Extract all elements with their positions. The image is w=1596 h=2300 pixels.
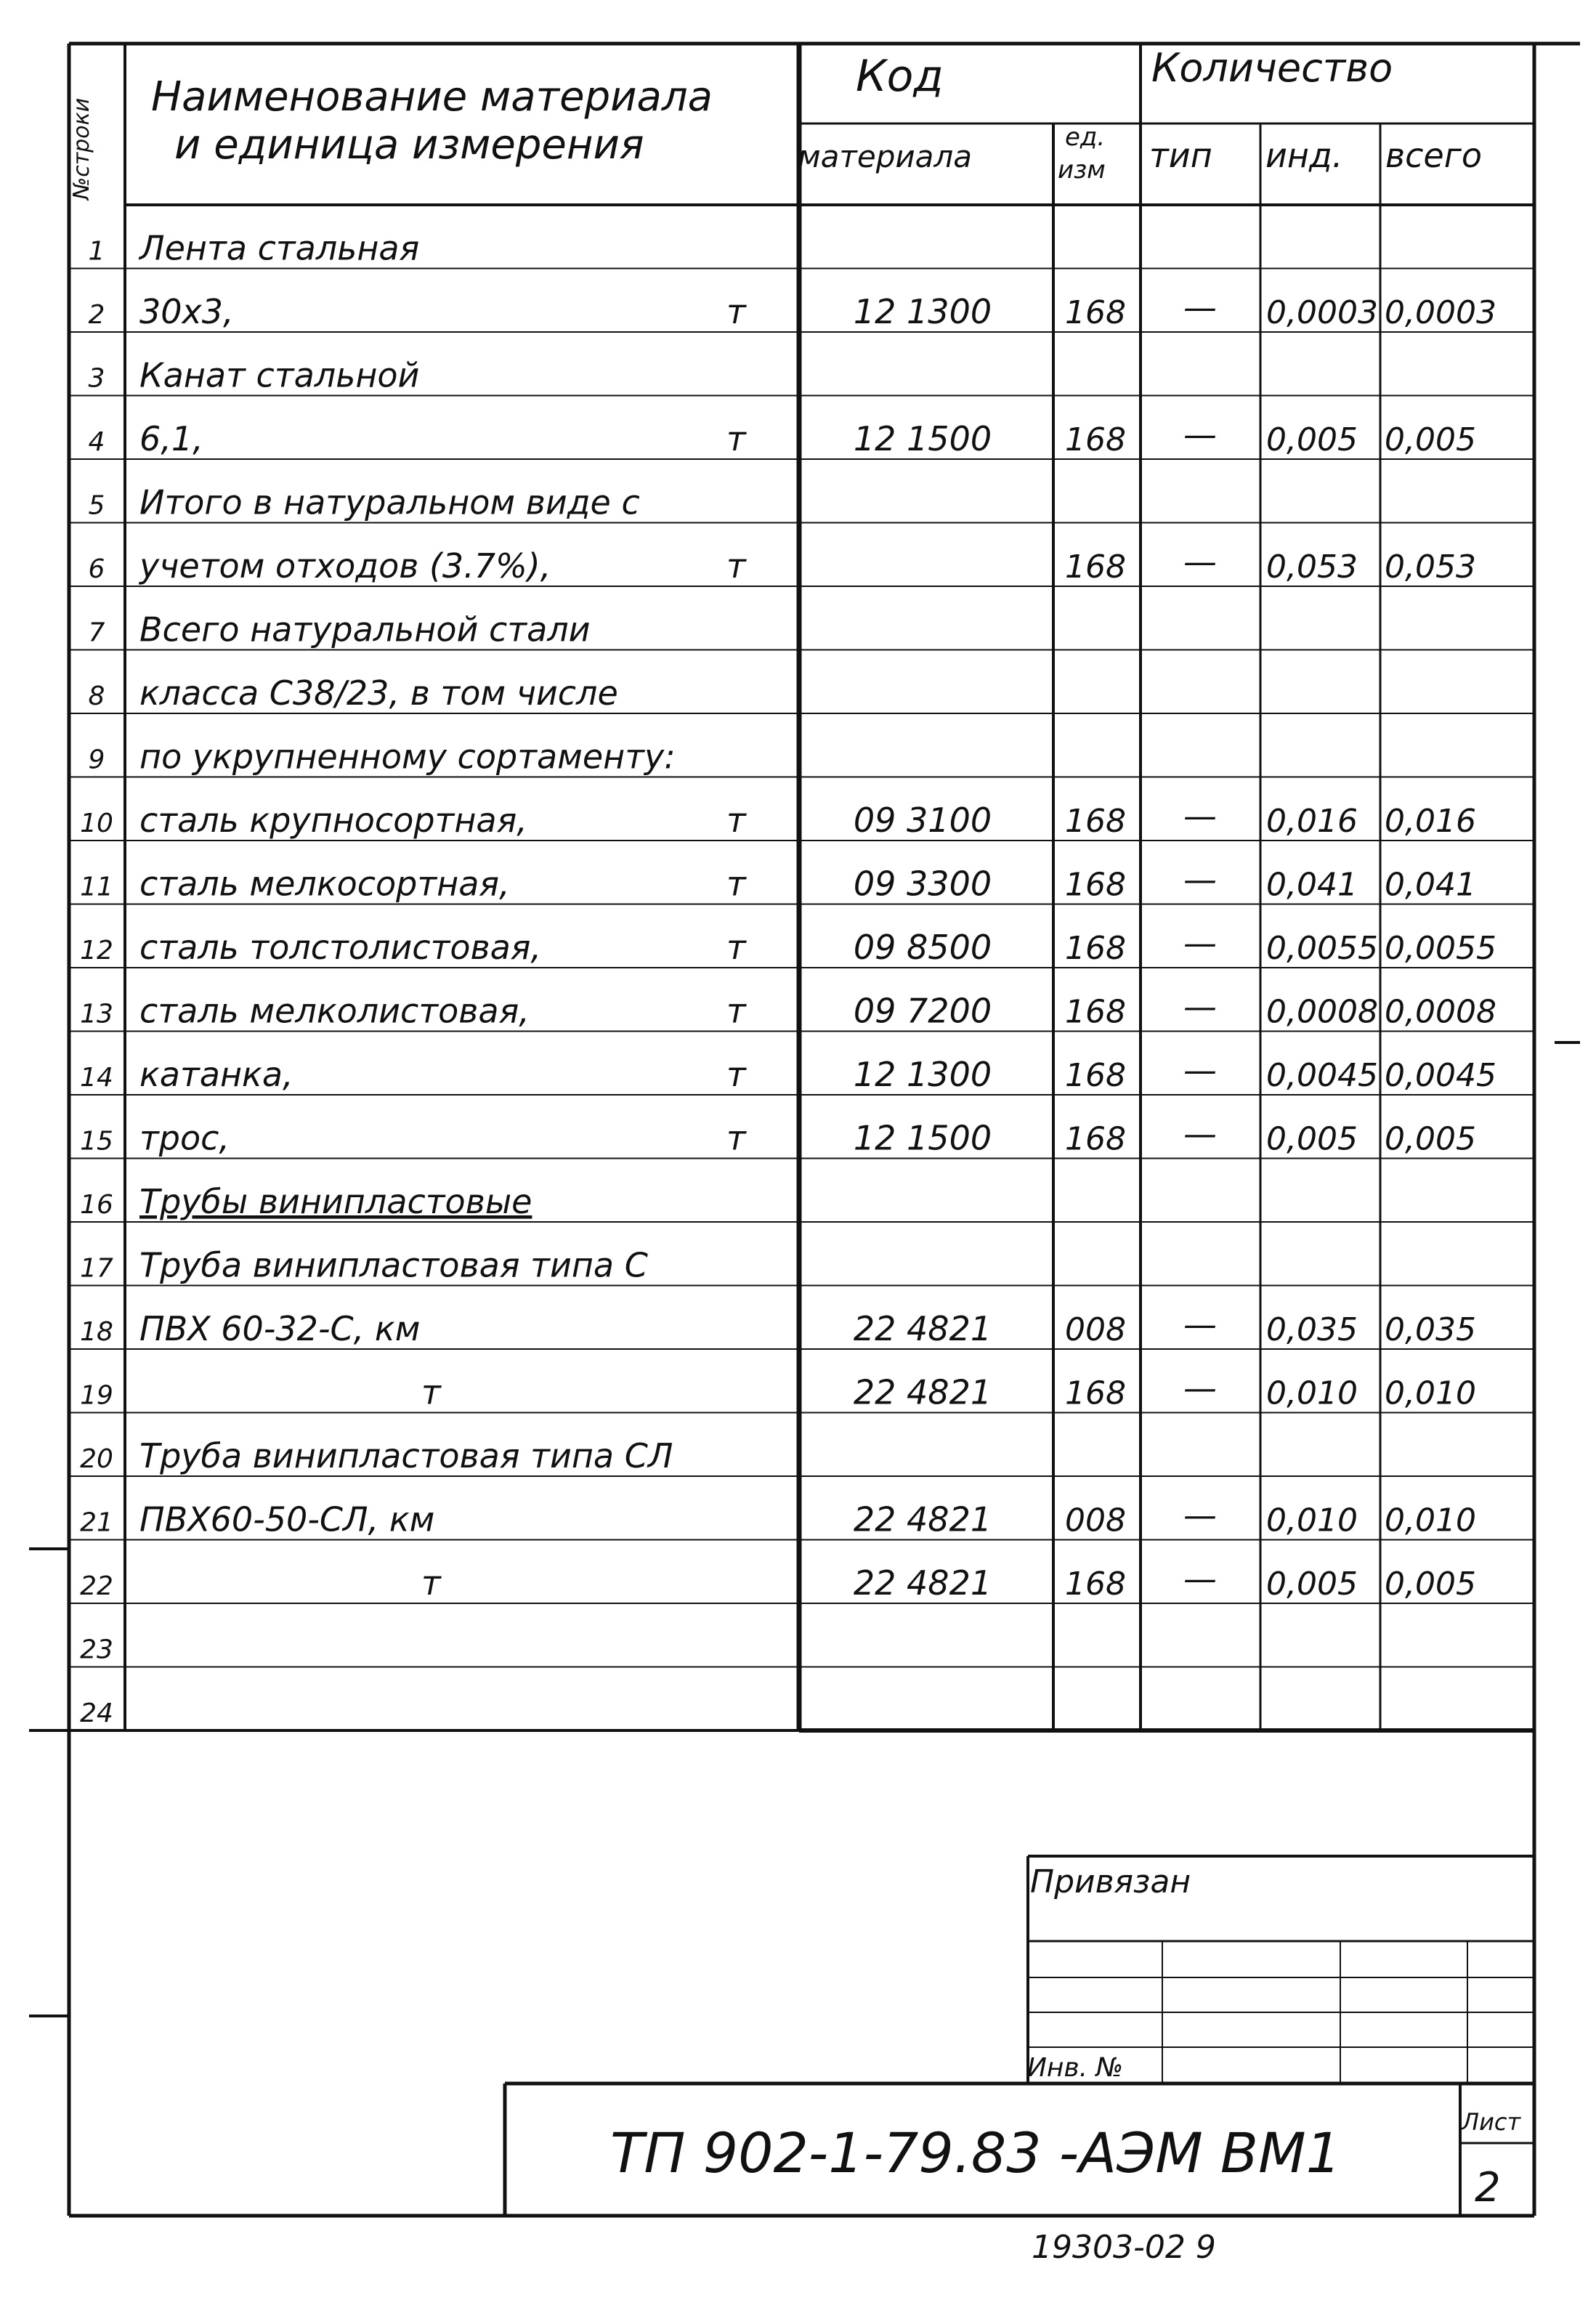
- row-material-code: 22 4821: [853, 1309, 992, 1348]
- row-number: 7: [88, 617, 105, 648]
- row-type: —: [1183, 1559, 1217, 1598]
- table-row: [80, 1050, 1496, 1094]
- row-number: 9: [88, 745, 105, 775]
- row-material-code: 12 1300: [853, 292, 992, 331]
- table-row: [80, 987, 1496, 1031]
- row-number: 10: [80, 809, 113, 838]
- row-name: катанка,: [139, 1055, 293, 1094]
- row-type: —: [1183, 859, 1217, 899]
- row-number: 13: [80, 999, 113, 1029]
- row-total-quantity: 0,016: [1385, 803, 1476, 840]
- row-ind-quantity: 0,0008: [1266, 993, 1378, 1031]
- row-unit-code: 168: [1065, 1120, 1126, 1158]
- row-number: 18: [80, 1317, 113, 1347]
- table-row: [80, 1305, 1476, 1348]
- row-unit-code: 168: [1065, 930, 1126, 967]
- row-name: трос,: [139, 1118, 230, 1158]
- row-number: 1: [88, 236, 105, 267]
- table-row: [80, 1114, 1476, 1158]
- row-unit-code: 168: [1065, 421, 1126, 458]
- table-row: [89, 288, 1496, 331]
- document-code: ТП 902-1-79.83 -АЭМ ВМ1: [610, 2121, 1341, 2185]
- row-unit-code: 008: [1065, 1502, 1126, 1539]
- row-name: по укрупненному сортаменту:: [139, 737, 676, 777]
- table-row: [80, 1182, 532, 1221]
- row-number: 3: [88, 363, 105, 394]
- row-total-quantity: 0,035: [1385, 1311, 1476, 1348]
- row-unit-name: т: [726, 292, 746, 331]
- row-material-code: 09 7200: [853, 991, 992, 1031]
- row-name: сталь мелкосортная,: [139, 864, 510, 904]
- row-unit-name: т: [726, 991, 746, 1031]
- sheet-number: 2: [1475, 2164, 1501, 2211]
- title-block: [610, 1863, 1521, 2211]
- quantity-header: Количество: [1151, 45, 1393, 91]
- row-material-code: 09 8500: [853, 928, 992, 967]
- row-name: Труба винипластовая типа С: [139, 1245, 648, 1285]
- row-number: 14: [80, 1063, 113, 1093]
- row-name: 30х3,: [139, 292, 234, 331]
- row-number-header: №строки: [69, 97, 94, 200]
- table-row: [80, 1559, 1476, 1603]
- row-material-code: 12 1500: [853, 419, 992, 458]
- row-type: —: [1183, 1368, 1217, 1408]
- row-ind-quantity: 0,005: [1266, 1566, 1358, 1603]
- footer-number: 19303-02 9: [1032, 2229, 1216, 2266]
- table-row: [89, 415, 1476, 458]
- row-unit-code: 008: [1065, 1311, 1126, 1348]
- row-name: сталь крупносортная,: [139, 801, 527, 840]
- row-number: 2: [88, 300, 105, 330]
- row-name: ПВХ 60-32-С, км: [139, 1309, 421, 1348]
- row-material-code: 22 4821: [853, 1372, 992, 1412]
- row-material-code: 09 3300: [853, 864, 992, 904]
- row-type: —: [1183, 1114, 1217, 1154]
- ind-header: инд.: [1265, 136, 1343, 175]
- row-material-code: 12 1300: [853, 1055, 992, 1094]
- row-name: сталь толстолистовая,: [139, 928, 542, 967]
- row-number: 23: [80, 1635, 113, 1665]
- row-ind-quantity: 0,035: [1266, 1311, 1358, 1348]
- row-type: —: [1183, 987, 1217, 1027]
- material-header: материала: [798, 139, 973, 174]
- row-name: Канат стальной: [139, 355, 420, 395]
- row-name: Итого в натуральном виде с: [139, 482, 640, 522]
- privyazan-label: Привязан: [1030, 1863, 1191, 1900]
- row-material-code: 09 3100: [853, 801, 992, 840]
- row-unit-name: т: [726, 546, 746, 586]
- row-type: —: [1183, 1305, 1217, 1344]
- row-total-quantity: 0,010: [1385, 1502, 1476, 1539]
- row-name: Трубы винипластовые: [139, 1182, 532, 1221]
- row-ind-quantity: 0,005: [1266, 1120, 1358, 1158]
- row-type: —: [1183, 1050, 1217, 1090]
- row-unit-name: т: [726, 419, 746, 458]
- row-name: Всего натуральной стали: [139, 610, 591, 649]
- row-total-quantity: 0,010: [1385, 1374, 1476, 1412]
- row-ind-quantity: 0,0003: [1266, 294, 1378, 331]
- row-name: класса С38/23, в том числе: [139, 673, 618, 713]
- row-unit-code: 168: [1065, 1057, 1126, 1094]
- row-number: 17: [80, 1253, 113, 1284]
- row-ind-quantity: 0,053: [1266, 548, 1358, 586]
- row-type: —: [1183, 923, 1217, 963]
- row-total-quantity: 0,0045: [1385, 1057, 1496, 1094]
- table-row: [80, 860, 1476, 904]
- row-total-quantity: 0,053: [1385, 548, 1476, 586]
- row-number: 6: [88, 554, 105, 584]
- row-total-quantity: 0,0055: [1385, 930, 1496, 967]
- row-total-quantity: 0,041: [1385, 866, 1476, 904]
- unit-header-line1: ед.: [1065, 123, 1106, 152]
- row-number: 22: [80, 1571, 113, 1601]
- row-ind-quantity: 0,016: [1266, 803, 1358, 840]
- row-material-code: 12 1500: [853, 1118, 992, 1158]
- row-name: т: [421, 1372, 441, 1412]
- row-total-quantity: 0,005: [1385, 1120, 1476, 1158]
- row-unit-code: 168: [1065, 993, 1126, 1031]
- code-header: Код: [856, 51, 944, 102]
- row-unit-code: 168: [1065, 803, 1126, 840]
- type-header: тип: [1149, 136, 1212, 175]
- row-material-code: 22 4821: [853, 1563, 992, 1603]
- table-row: [89, 356, 420, 395]
- row-unit-code: 168: [1065, 548, 1126, 586]
- row-type: —: [1183, 415, 1217, 454]
- row-type: —: [1183, 542, 1217, 581]
- row-total-quantity: 0,0008: [1385, 993, 1496, 1031]
- sheet-label: Лист: [1462, 2108, 1521, 2136]
- row-type: —: [1183, 1495, 1217, 1535]
- row-number: 4: [88, 427, 105, 457]
- row-total-quantity: 0,005: [1385, 421, 1476, 458]
- row-name: ПВХ60-50-СЛ, км: [139, 1499, 435, 1539]
- row-number: 8: [88, 681, 105, 711]
- table-row: [80, 1698, 113, 1728]
- table-row: [89, 483, 640, 522]
- table-row: [80, 1496, 1476, 1539]
- table-body: [80, 229, 1496, 1729]
- row-number: 16: [80, 1190, 113, 1220]
- row-unit-name: т: [726, 1055, 746, 1094]
- row-unit-name: т: [726, 928, 746, 967]
- row-unit-name: т: [726, 1118, 746, 1158]
- row-material-code: 22 4821: [853, 1499, 992, 1539]
- row-name: сталь мелколистовая,: [139, 991, 530, 1031]
- row-ind-quantity: 0,0045: [1266, 1057, 1378, 1094]
- row-unit-code: 168: [1065, 1566, 1126, 1603]
- row-unit-code: 168: [1065, 294, 1126, 331]
- row-ind-quantity: 0,010: [1266, 1374, 1358, 1412]
- table-row: [80, 1436, 673, 1475]
- row-unit-name: т: [726, 864, 746, 904]
- table-row: [89, 610, 591, 649]
- table-row: [80, 796, 1476, 840]
- row-number: 21: [80, 1507, 113, 1538]
- name-header-line1: Наименование материала: [151, 73, 713, 121]
- row-name: Труба винипластовая типа СЛ: [139, 1436, 673, 1475]
- row-ind-quantity: 0,0055: [1266, 930, 1378, 967]
- table-row: [80, 1369, 1476, 1412]
- row-unit-name: т: [726, 801, 746, 840]
- row-total-quantity: 0,005: [1385, 1566, 1476, 1603]
- row-name: т: [421, 1563, 441, 1603]
- row-unit-code: 168: [1065, 866, 1126, 904]
- row-number: 5: [88, 490, 105, 521]
- row-name: учетом отходов (3.7%),: [139, 546, 551, 586]
- row-number: 20: [80, 1444, 113, 1474]
- row-number: 24: [80, 1698, 113, 1728]
- row-name: 6,1,: [139, 419, 203, 458]
- table-row: [89, 737, 676, 777]
- row-ind-quantity: 0,041: [1266, 866, 1358, 904]
- row-ind-quantity: 0,005: [1266, 421, 1358, 458]
- row-name: Лента стальная: [139, 228, 420, 268]
- row-type: —: [1183, 796, 1217, 835]
- row-number: 12: [80, 936, 113, 965]
- row-unit-code: 168: [1065, 1374, 1126, 1412]
- row-number: 11: [80, 872, 113, 902]
- table-row: [80, 923, 1496, 967]
- table-row: [89, 673, 618, 713]
- unit-header-line2: изм: [1058, 155, 1106, 185]
- table-row: [80, 1246, 648, 1285]
- table-row: [89, 229, 420, 268]
- table-row: [89, 542, 1476, 586]
- row-number: 15: [80, 1126, 113, 1157]
- row-ind-quantity: 0,010: [1266, 1502, 1358, 1539]
- total-header: всего: [1385, 136, 1483, 175]
- inventory-number-label: Инв. №: [1027, 2053, 1124, 2083]
- row-type: —: [1183, 288, 1217, 327]
- name-header-line2: и единица измерения: [174, 121, 644, 169]
- row-number: 19: [80, 1380, 113, 1411]
- row-total-quantity: 0,0003: [1385, 294, 1496, 331]
- table-row: [80, 1635, 113, 1665]
